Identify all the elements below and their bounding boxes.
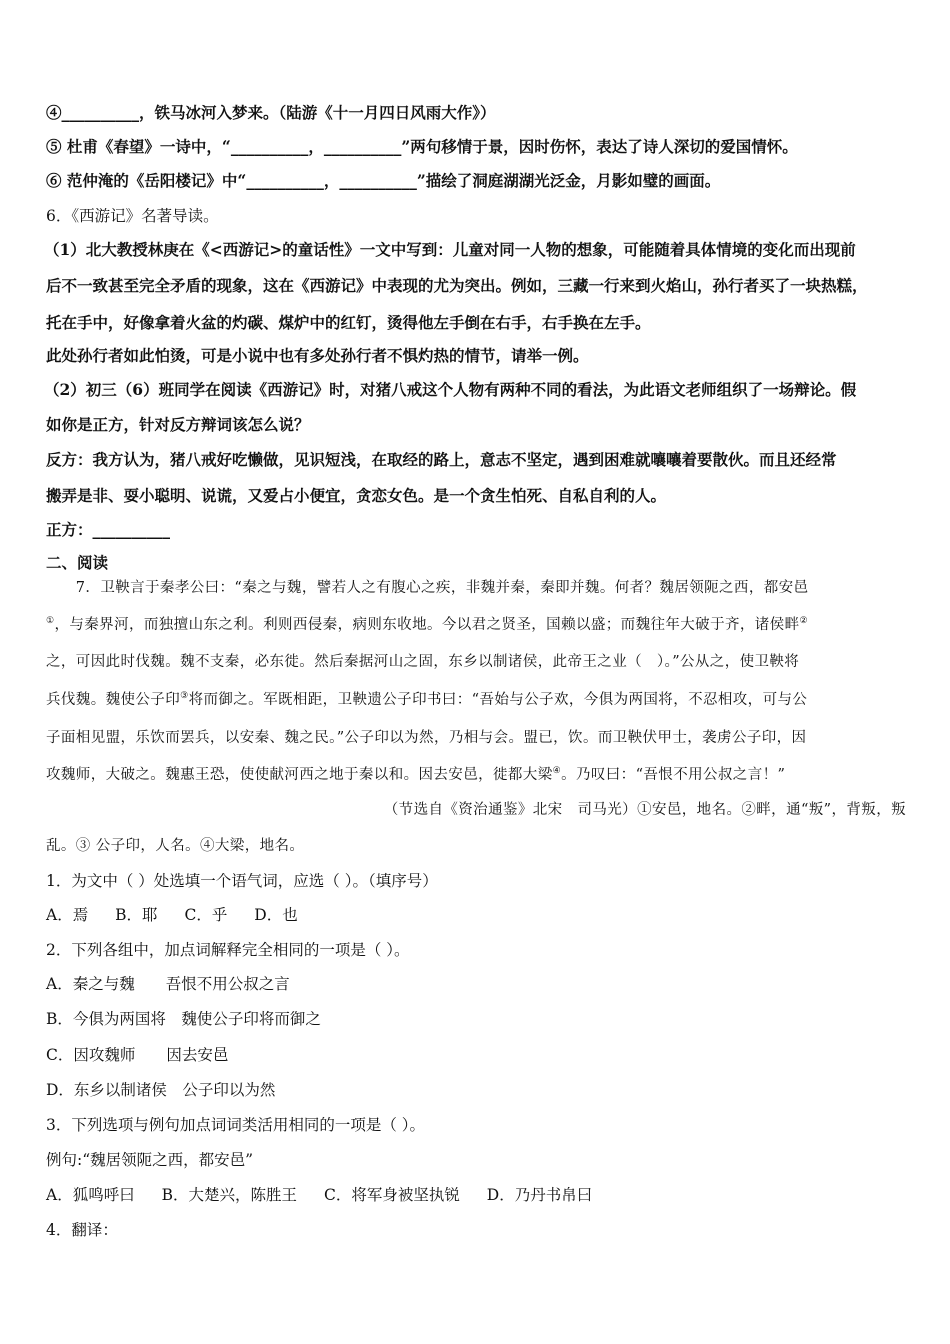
passage-source: （节选自《资治通鉴》北宋 司马光）①安邑，地名。②畔，通“叛”，背叛，叛 [383,802,906,818]
question-3-options [46,1185,916,1205]
q6-part1-line3: 托在手中，好像拿着火盆的灼碳、煤炉中的红钉，烫得他左手倒在右手，右手换在左手。 [46,313,651,332]
question-2-option-b: B．今俱为两国将 魏使公子印将而御之 [46,1010,321,1028]
q6-part1-line1: （1）北大教授林庚在《<西游记>的童话性》一文中写到：儿童对同一人物的想象，可能随着具体情境的变化而出现前 [44,240,856,259]
footnote-mark-4: ④ [552,766,562,777]
question-3: 3．下列选项与例句加点词词类活用相同的一项是（ ）。 [46,1116,426,1134]
question-2-option-c: C．因攻魏师 因去安邑 [46,1046,229,1064]
passage-line3: 之，可因此时伐魏。魏不支秦，必东徙。然后秦据河山之固，东乡以制诸侯，此帝王之业（ ）。”公从之，使卫鞅将 [46,654,800,670]
q6-part2-line1: （2）初三（6）班同学在阅读《西游记》时，对猪八戒这个人物有两种不同的看法，为此语文老师组织了一场辩论。假 [44,380,857,399]
question-3-example: 例句:“魏居领阨之西，都安邑” [46,1151,254,1169]
option-a: A．狐鸣呼曰 [46,1186,135,1204]
passage-notes-tail: 乱。③ 公子印，人名。④大梁，地名。 [46,838,305,854]
q6-con-line1: 反方：我方认为，猪八戒好吃懒做，见识短浅，在取经的路上，意志不坚定，遇到困难就嚷嚷着要散伙。而且还经常 [46,450,837,469]
footnote-mark-3: ③ [180,691,189,702]
footnote-mark-1: ① [46,616,55,627]
option-b: B．耶 [115,906,158,924]
question-2-option-a: A．秦之与魏 吾恨不用公叔之言 [46,975,290,993]
passage-line5: 子面相见盟，乐饮而罢兵，以安秦、魏之民。”公子印以为然，乃相与会。盟已，饮。而卫鞅伏甲士，袭虏公子印，因 [46,730,807,746]
q6-part1-line2: 后不一致甚至完全矛盾的现象，这在《西游记》中表现的尤为突出。例如，三藏一行来到火焰山，孙行者买了一块热糕， [46,276,868,295]
q6-part1-line4: 此处孙行者如此怕烫，可是小说中也有多处孙行者不惧灼热的情节，请举一例。 [46,346,589,365]
q6-pro-answer: 正方：__________ [46,520,171,539]
option-a: A．焉 [46,906,89,924]
option-d: D．也 [254,906,298,924]
footnote-mark-2: ② [799,616,808,627]
option-b: B．大楚兴，陈胜王 [161,1186,298,1204]
passage-line2: ①，与秦界河，而独擅山东之利。利则西侵秦，病则东收地。今以君之贤圣，国赖以盛；而魏往年大破于齐，诸侯畔② [46,616,808,633]
option-c: C．乎 [184,906,228,924]
q6-con-line2: 搬弄是非、耍小聪明、说谎，又爱占小便宜，贪恋女色。是一个贪生怕死、自私自利的人。 [46,486,667,505]
question-2-option-d: D．东乡以制诸侯 公子印以为然 [46,1081,276,1099]
poetry-q5: ⑤ 杜甫《春望》一诗中，“__________，__________”两句移情于景，因时伤怀，表达了诗人深切的爱国情怀。 [46,137,798,156]
passage-line6: 攻魏师，大破之。魏惠王恐，使使献河西之地于秦以和。因去安邑，徙都大梁④。乃叹曰：“吾恨不用公叔之言！” [46,766,786,783]
poetry-q4: ④__________，铁马冰河入梦来。（陆游《十一月四日风雨大作》） [46,103,496,122]
option-d: D．乃丹书帛曰 [486,1186,593,1204]
passage-line1: 7．卫鞅言于秦孝公曰：“秦之与魏，譬若人之有腹心之疾，非魏并秦，秦即并魏。何者？魏居领阨之西，都安邑 [46,580,809,596]
question-1-options [46,905,916,925]
question-2: 2．下列各组中，加点词解释完全相同的一项是（ ）。 [46,941,410,959]
poetry-q6: ⑥ 范仲淹的《岳阳楼记》中“__________，__________”描绘了洞庭湖湖光泛金，月影如璧的画面。 [46,171,721,190]
q6-part2-line2: 如你是正方，针对反方辩词该怎么说？ [46,415,310,434]
section-heading-reading: 二、阅读 [46,553,109,572]
option-c: C．将军身被坚执锐 [323,1186,460,1204]
passage-line4: 兵伐魏。魏使公子印③将而御之。军既相距，卫鞅遗公子印书曰：“吾始与公子欢，今俱为两国将，不忍相攻，可与公 [46,691,808,708]
q6-title: 6．《西游记》名著导读。 [46,207,219,225]
question-4: 4．翻译： [46,1221,118,1239]
question-1: 1．为文中（ ）处选填一个语气词，应选（ ）。（填序号） [46,872,438,890]
